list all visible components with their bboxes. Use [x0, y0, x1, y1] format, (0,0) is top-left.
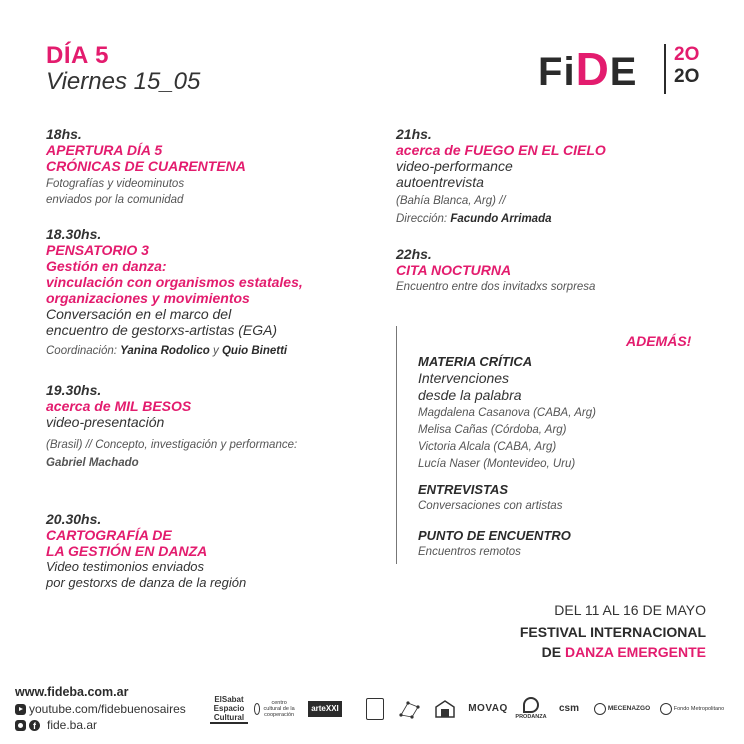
section-title: ENTREVISTAS	[418, 482, 509, 497]
event-title: LA GESTIÓN EN DANZA	[46, 543, 208, 559]
event-mil-besos	[46, 382, 297, 472]
website-link[interactable]: www.fideba.com.ar	[15, 685, 129, 699]
event-description: Video testimonios enviados	[46, 559, 205, 574]
section-person: Melisa Cañas (Córdoba, Arg)	[418, 424, 567, 436]
event-note: enviados por la comunidad	[46, 194, 184, 206]
facebook-icon: f	[29, 720, 40, 731]
festival-name-highlight: DANZA EMERGENTE	[564, 644, 706, 660]
section-punto-encuentro	[418, 528, 571, 561]
sponsor-fondo-metropolitano-logo: Fondo Metropolitano	[656, 694, 728, 724]
youtube-link[interactable]	[15, 702, 186, 716]
credit-name: Yanina Rodolico	[120, 345, 210, 357]
event-description: por gestorxs de danza de la región	[46, 575, 247, 590]
event-title: organizaciones y movimientos	[46, 290, 250, 306]
section-note: Conversaciones con artistas	[418, 500, 563, 512]
event-apertura	[46, 126, 246, 208]
logo-letter-d: D	[575, 43, 610, 95]
sponsor-constellation-logo	[396, 694, 424, 724]
event-fuego	[396, 126, 606, 228]
event-note: Encuentro entre dos invitadxs sorpresa	[396, 281, 596, 293]
house-icon	[435, 700, 455, 718]
event-cita-nocturna	[396, 246, 595, 296]
event-time: 18hs.	[46, 126, 82, 142]
event-title: CARTOGRAFÍA DE	[46, 527, 172, 543]
credit-label: Dirección:	[396, 213, 451, 225]
section-person: Magdalena Casanova (CABA, Arg)	[418, 407, 596, 419]
section-title: PUNTO DE ENCUENTRO	[418, 528, 571, 543]
section-subtitle: Intervenciones	[418, 370, 510, 386]
youtube-icon	[15, 704, 26, 715]
fide-logo	[538, 40, 708, 96]
event-title: CRÓNICAS DE CUARENTENA	[46, 158, 246, 174]
section-entrevistas	[418, 482, 562, 515]
credit-name: Facundo Arrimada	[450, 213, 552, 225]
sponsor-artexxi-logo: arteXXI	[302, 694, 348, 724]
event-cartografia	[46, 511, 246, 591]
event-time: 19.30hs.	[46, 382, 102, 398]
section-title: MATERIA CRÍTICA	[418, 354, 533, 369]
event-credit	[396, 210, 606, 228]
festival-name-prefix: DE	[541, 644, 565, 660]
credit-label: Coordinación:	[46, 345, 121, 357]
event-title: PENSATORIO 3	[46, 242, 149, 258]
event-time: 22hs.	[396, 246, 432, 262]
event-title: acerca de FUEGO EN EL CIELO	[396, 142, 606, 158]
logo-letter-i: i	[563, 50, 576, 94]
section-person: Lucía Naser (Montevideo, Uru)	[418, 458, 576, 470]
event-description: Conversación en el marco del	[46, 306, 232, 322]
logo-year	[674, 44, 699, 88]
event-note: Fotografías y videominutos	[46, 178, 185, 190]
day-date: Viernes 15_05	[46, 68, 201, 95]
event-credit-label: (Brasil) // Concepto, investigación y performance:	[46, 439, 298, 451]
social-links[interactable]	[15, 718, 97, 732]
sponsor-elsabat-logo: ElSabat Espacio Cultural	[210, 694, 248, 724]
sponsor-house-logo	[432, 694, 458, 724]
event-description: autoentrevista	[396, 174, 484, 190]
event-description: encuentro de gestorxs-artistas (EGA)	[46, 322, 278, 338]
sponsor-mecenazgo-logo: MECENAZGO	[592, 694, 652, 724]
logo-letter-e: E	[609, 50, 638, 94]
event-origin: (Bahía Blanca, Arg) //	[396, 195, 506, 207]
sponsor-prodanza-logo: PRODANZA	[516, 694, 546, 724]
event-time: 21hs.	[396, 126, 432, 142]
ademas-label: ADEMÁS!	[626, 333, 692, 349]
constellation-icon	[398, 697, 422, 721]
sponsor-emblem-logo	[364, 694, 386, 724]
section-subtitle: desde la palabra	[418, 387, 522, 403]
event-title: APERTURA DÍA 5	[46, 142, 163, 158]
credit-joiner: y	[209, 345, 222, 357]
day-title: DÍA 5	[46, 42, 109, 69]
festival-name-line2	[542, 644, 706, 660]
event-time: 20.30hs.	[46, 511, 102, 527]
ademas-divider	[396, 326, 397, 564]
sponsor-csm-logo: csm	[558, 703, 579, 714]
social-text: fide.ba.ar	[47, 718, 98, 732]
logo-wordmark	[538, 42, 637, 96]
festival-name-line1: FESTIVAL INTERNACIONAL	[519, 624, 706, 640]
credit-name: Quio Binetti	[221, 345, 288, 357]
event-title: Gestión en danza:	[46, 258, 167, 274]
event-title: vinculación con organismos estatales,	[46, 274, 303, 290]
instagram-icon	[15, 720, 26, 731]
section-note: Encuentros remotos	[418, 546, 521, 558]
logo-year-bottom: 2O	[674, 66, 700, 87]
section-materia-critica	[418, 354, 596, 473]
event-description: video-presentación	[46, 414, 165, 430]
event-credit-name: Gabriel Machado	[46, 457, 139, 469]
event-time: 18.30hs.	[46, 226, 102, 242]
logo-year-top: 2O	[674, 44, 700, 65]
logo-letter-f: F	[538, 50, 564, 94]
logo-separator	[664, 44, 666, 94]
event-title: acerca de MIL BESOS	[46, 398, 192, 414]
section-person: Victoria Alcala (CABA, Arg)	[418, 441, 557, 453]
event-title: CITA NOCTURNA	[396, 262, 512, 278]
event-description: video-performance	[396, 158, 513, 174]
event-pensatorio	[46, 226, 303, 360]
sponsor-ccc-logo: centro cultural de la cooperación	[254, 694, 296, 724]
youtube-text: youtube.com/fidebuenosaires	[29, 702, 186, 716]
sponsor-movaq-logo: MOVAQ	[468, 703, 508, 714]
festival-dates: DEL 11 AL 16 DE MAYO	[554, 602, 706, 618]
event-credit	[46, 342, 303, 360]
